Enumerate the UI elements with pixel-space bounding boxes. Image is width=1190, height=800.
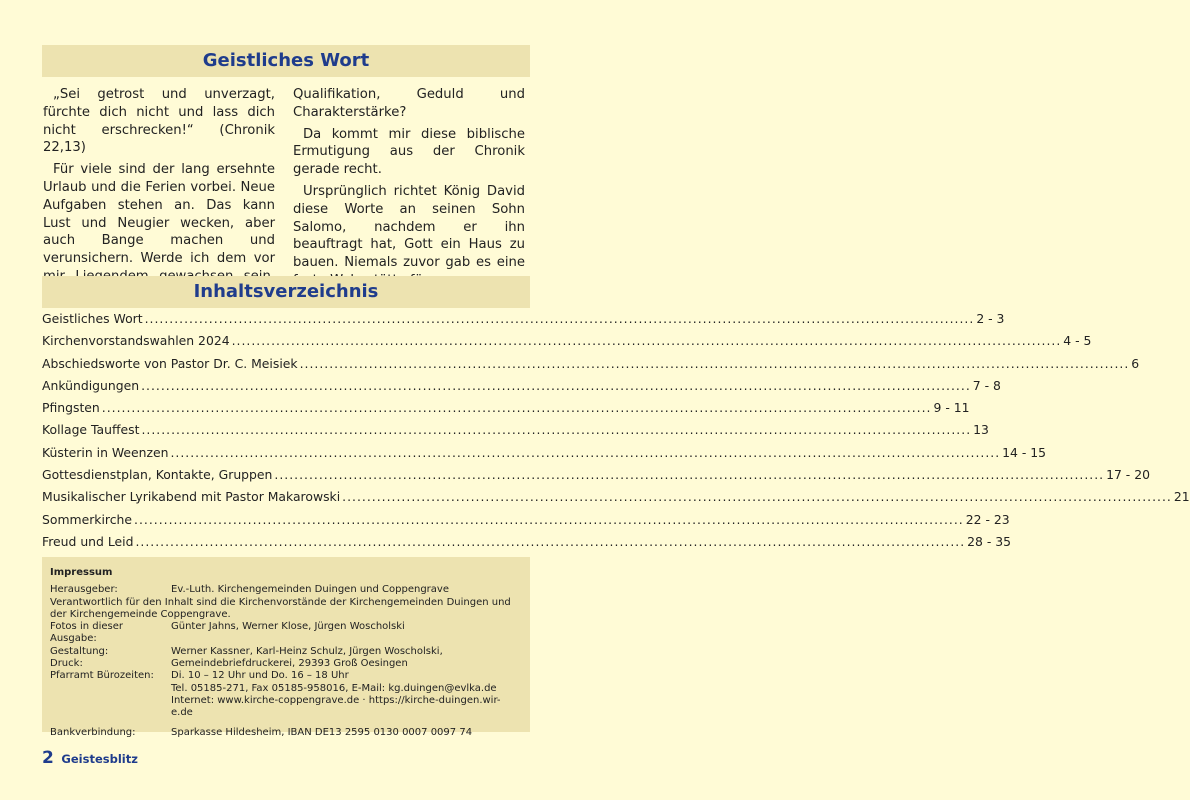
toc-entry-title: Musikalischer Lyrikabend mit Pastor Makarowski [42,489,341,505]
toc-entry-title: Abschiedsworte von Pastor Dr. C. Meisiek [42,355,298,371]
toc-leader-dots [342,486,1172,508]
toc-entry-page: 9 - 11 [933,400,970,416]
toc-entry-title: Küsterin in Weenzen [42,444,169,460]
paragraph: Ursprünglich richtet König David diese Worte an seinen Sohn Salomo, nachdem er ihn beauftragt hat, Gott ein Haus zu bauen. Niemals zuvor gab es eine [293,183,525,271]
paragraph: Qualifikation, Geduld und Charakterstärke? [293,87,525,120]
toc-entry [42,486,1190,508]
buero-contact: Tel. 05185-271, Fax 05185-958016, E-Mail: kg.duingen@evlka.de [171,682,497,694]
page-footer [42,748,138,768]
toc-entry-title: Ankündigungen [42,377,140,393]
bank-value: Sparkasse Hildesheim, IBAN DE13 2595 0130 0007 0097 74 [171,726,473,738]
toc-leader-dots [300,353,1130,375]
toc-entry-title: Geistliches Wort [42,311,143,326]
text-column-left [43,86,275,266]
fotos-value: Günter Jahns, Werner Klose, Jürgen Woscholski [171,621,405,633]
paragraph: Da kommt mir diese biblische Ermutigung aus der Chronik gerade recht. [293,126,525,178]
toc-entry-page: 7 - 8 [972,377,1001,393]
toc-entry-page: 22 - 23 [965,511,1010,527]
druck-value: Gemeindebriefdruckerei, 29393 Groß Oesingen [171,658,408,670]
toc-entry-page: 21 [1173,489,1190,505]
toc-entry [42,330,1092,352]
toc-entry-title: Pfingsten [42,400,100,416]
toc-leader-dots [141,419,971,441]
impressum-box [42,557,530,738]
toc-leader-dots [274,464,1104,486]
toc-entry-page: 14 - 15 [1002,444,1047,460]
toc-entry [42,353,1140,375]
toc-leader-dots [141,375,971,397]
section-title-geistliches-wort: Geistliches Wort [42,45,530,77]
gestaltung-value: Werner Kassner, Karl-Heinz Schulz, Jürgen Woscholski, [171,645,443,657]
table-of-contents [42,308,1190,553]
toc-leader-dots [170,442,1000,464]
toc-entry-title: Sommerkirche [42,511,133,527]
buero-label: Pfarramt Bürozeiten: [50,670,154,682]
toc-leader-dots [102,397,932,419]
herausgeber-label: Herausgeber: [50,584,118,596]
buero-internet: Internet: www.kirche-coppengrave.de · https://kirche-duingen.wir-e.de [171,694,501,719]
publication-name: Geistesblitz [61,752,138,766]
bank-label: Bankverbindung: [50,726,136,738]
section-title-inhaltsverzeichnis: Inhaltsverzeichnis [42,276,530,308]
toc-leader-dots [145,308,975,330]
toc-entry-page: 2 - 3 [976,311,1005,326]
toc-entry [42,509,1010,531]
toc-entry [42,308,1005,330]
druck-label: Druck: [50,658,83,670]
toc-entry [42,397,970,419]
toc-entry-page: 4 - 5 [1063,333,1092,349]
toc-entry [42,464,1150,486]
toc-entry-title: Gottesdienstplan, Kontakte, Gruppen [42,467,273,483]
toc-entry-page: 28 - 35 [967,533,1012,549]
toc-entry-title: Kollage Tauffest [42,422,140,438]
toc-entry-page: 13 [973,422,989,438]
toc-entry [42,531,1012,553]
toc-entry [42,375,1001,397]
toc-leader-dots [134,509,964,531]
impressum-heading: Impressum [50,567,113,578]
page-number: 2 [42,748,54,768]
gestaltung-label: Gestaltung: [50,645,109,657]
herausgeber-value: Ev.-Luth. Kirchengemeinden Duingen und Coppengrave [171,584,449,596]
toc-entry-page: 6 [1131,355,1140,371]
toc-entry [42,442,1047,464]
toc-leader-dots [135,531,965,553]
toc-entry-page: 17 - 20 [1106,467,1150,483]
toc-entry-title: Freud und Leid [42,533,134,549]
buero-hours: Di. 10 – 12 Uhr und Do. 16 – 18 Uhr [171,670,349,682]
paragraph: Für viele sind der lang ersehnte Urlaub und die Ferien vorbei. Neue Aufgaben stehen an. Das kann Lust und Neugier wecken, aber auch Bange machen und verunsichern. Werde ich dem vor [43,162,275,267]
toc-leader-dots [232,330,1062,352]
paragraph: „Sei getrost und unverzagt, fürchte dich nicht und lass dich nicht erschrecken!“ (Chronik 22,13) [43,87,275,156]
text-column-right [293,86,525,271]
fotos-label: Fotos in dieser Ausgabe: [50,621,123,645]
toc-entry [42,419,989,441]
toc-entry-title: Kirchenvorstandswahlen 2024 [42,333,230,349]
verantwortlich-text: Verantwortlich für den Inhalt sind die Kirchenvorstände der Kirchengemeinden Duingen und der Kirchengemeinde Coppengrave. [50,596,511,620]
